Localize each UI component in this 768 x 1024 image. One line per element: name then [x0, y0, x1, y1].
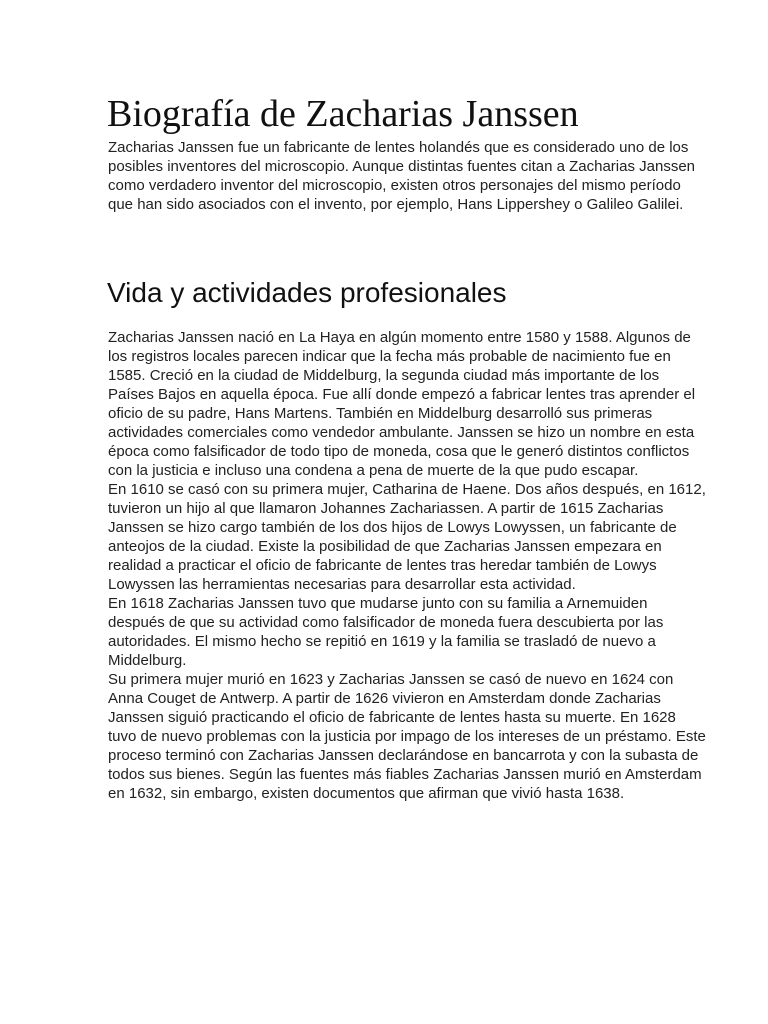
body-paragraph-4: Su primera mujer murió en 1623 y Zacharias Janssen se casó de nuevo en 1624 con Anna Couget de Antwerp. A partir de 1626 vivieron en Amsterdam donde Zacharias Janssen siguió practicando el oficio de fabricante de lentes hasta su muerte. En 1628 tuvo de nuevo problemas con la justicia por impago de los intereses de un préstamo. Este proceso terminó con Zacharias Janssen declarándose en bancarrota y con la subasta de todos sus bienes. Según las fuentes más fiables Zacharias Janssen murió en Amsterdam en 1632, sin embargo, existen documentos que afirman que vivió hasta 1638.	[108, 671, 706, 802]
page-title: Biografía de Zacharias Janssen	[107, 93, 579, 135]
body-paragraph-2: En 1610 se casó con su primera mujer, Catharina de Haene. Dos años después, en 1612, tuvieron un hijo al que llamaron Johannes Zachariassen. A partir de 1615 Zacharias Janssen se hizo cargo también de los dos hijos de Lowys Lowyssen, un fabricante de anteojos de la ciudad. Existe la posibilidad de que Zacharias Janssen empezara en realidad a practicar el oficio de fabricante de lentes tras heredar también de Lowys Lowyssen las herramientas necesarias para desarrollar esta actividad.	[108, 481, 706, 593]
intro-paragraph: Zacharias Janssen fue un fabricante de lentes holandés que es considerado uno de los posibles inventores del microscopio. Aunque distintas fuentes citan a Zacharias Janssen como verdadero inventor del microscopio, existen otros personajes del mismo período que han sido asociados con el invento, por ejemplo, Hans Lippershey o Galileo Galilei.	[108, 139, 695, 213]
body-paragraph-3: En 1618 Zacharias Janssen tuvo que mudarse junto con su familia a Arnemuiden después de que su actividad como falsificador de moneda fuera descubierta por las autoridades. El mismo hecho se repitió en 1619 y la familia se trasladó de nuevo a Middelburg.	[108, 595, 664, 669]
body-paragraph-1: Zacharias Janssen nació en La Haya en algún momento entre 1580 y 1588. Algunos de los registros locales parecen indicar que la fecha más probable de nacimiento fue en 1585. Creció en la ciudad de Middelburg, la segunda ciudad más importante de los Países Bajos en aquella época. Fue allí donde empezó a fabricar lentes tras aprender el oficio de su padre, Hans Martens. También en Middelburg desarrolló sus primeras actividades comerciales como vendedor ambulante. Janssen se hizo un nombre en esta época como falsificador de todo tipo de moneda, cosa que le generó distintos conflictos con la justicia e incluso una condena a pena de muerte de la que pudo escapar.	[108, 329, 696, 479]
section-heading: Vida y actividades profesionales	[107, 277, 507, 308]
section-body	[108, 328, 708, 803]
